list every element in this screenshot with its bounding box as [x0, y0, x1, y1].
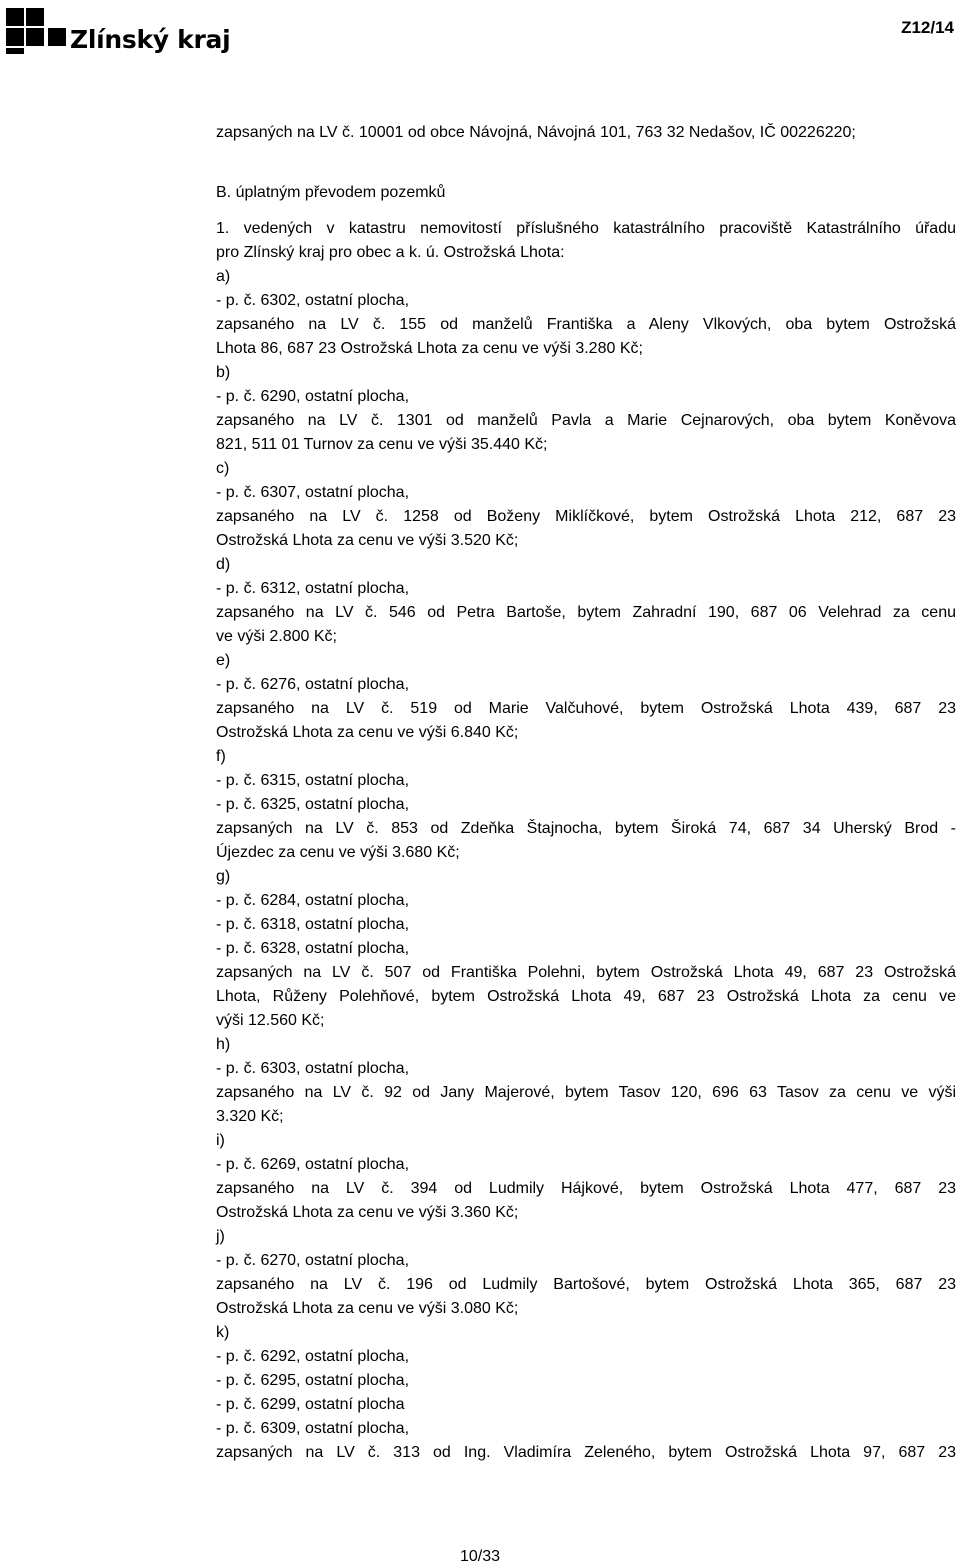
- paragraph-line: zapsaných na LV č. 313 od Ing. Vladimíra Zeleného, bytem Ostrožská Lhota 97, 687 23: [216, 1444, 956, 1461]
- paragraph-line: 3.320 Kč;: [216, 1108, 284, 1125]
- parcel-line: - p. č. 6318, ostatní plocha,: [216, 916, 410, 933]
- parcel-line: - p. č. 6303, ostatní plocha,: [216, 1060, 410, 1077]
- parcel-line: - p. č. 6270, ostatní plocha,: [216, 1252, 410, 1269]
- parcel-line: - p. č. 6290, ostatní plocha,: [216, 388, 410, 405]
- parcel-line: - p. č. 6269, ostatní plocha,: [216, 1156, 410, 1173]
- item-label: g): [216, 868, 231, 885]
- item-label: i): [216, 1132, 225, 1149]
- paragraph-line: Lhota 86, 687 23 Ostrožská Lhota za cenu ve výši 3.280 Kč;: [216, 340, 643, 357]
- paragraph-line: zapsaného na LV č. 546 od Petra Bartoše, bytem Zahradní 190, 687 06 Velehrad za cenu: [216, 604, 956, 621]
- paragraph-line: Ostrožská Lhota za cenu ve výši 3.520 Kč;: [216, 532, 519, 549]
- section-heading: B. úplatným převodem pozemků: [216, 184, 446, 201]
- parcel-line: - p. č. 6292, ostatní plocha,: [216, 1348, 410, 1365]
- item-label: f): [216, 748, 226, 765]
- logo-squares-icon: [6, 8, 68, 54]
- intro-line: zapsaných na LV č. 10001 od obce Návojná, Návojná 101, 763 32 Nedašov, IČ 00226220;: [216, 124, 856, 141]
- paragraph-line: zapsaného na LV č. 1301 od manželů Pavla a Marie Cejnarových, oba bytem Koněvova: [216, 412, 956, 429]
- item-label: c): [216, 460, 230, 477]
- paragraph-line: zapsaných na LV č. 853 od Zdeňka Štajnocha, bytem Široká 74, 687 34 Uherský Brod -: [216, 820, 956, 837]
- parcel-line: - p. č. 6284, ostatní plocha,: [216, 892, 410, 909]
- paragraph-line: zapsaného na LV č. 394 od Ludmily Hájkové, bytem Ostrožská Lhota 477, 687 23: [216, 1180, 956, 1197]
- parcel-line: - p. č. 6276, ostatní plocha,: [216, 676, 410, 693]
- item-label: d): [216, 556, 231, 573]
- paragraph-line: Újezdec za cenu ve výši 3.680 Kč;: [216, 844, 460, 861]
- parcel-line: - p. č. 6328, ostatní plocha,: [216, 940, 410, 957]
- paragraph-line: zapsaného na LV č. 92 od Jany Majerové, bytem Tasov 120, 696 63 Tasov za cenu ve výši: [216, 1084, 956, 1101]
- item-label: b): [216, 364, 231, 381]
- paragraph-line: zapsaného na LV č. 155 od manželů Františka a Aleny Vlkových, oba bytem Ostrožská: [216, 316, 956, 333]
- logo-text: Zlínský kraj: [70, 25, 231, 54]
- item-label: j): [216, 1228, 225, 1245]
- item-label: e): [216, 652, 231, 669]
- paragraph-line: Ostrožská Lhota za cenu ve výši 3.360 Kč;: [216, 1204, 519, 1221]
- zlinsky-kraj-logo: [6, 8, 231, 54]
- item-label: k): [216, 1324, 230, 1341]
- parcel-line: - p. č. 6312, ostatní plocha,: [216, 580, 410, 597]
- paragraph-line: zapsaných na LV č. 507 od Františka Polehni, bytem Ostrožská Lhota 49, 687 23 Ostrožská: [216, 964, 956, 981]
- paragraph-line: 1. vedených v katastru nemovitostí příslušného katastrálního pracoviště Katastrálního úřadu: [216, 220, 956, 237]
- parcel-line: - p. č. 6307, ostatní plocha,: [216, 484, 410, 501]
- item-label: h): [216, 1036, 231, 1053]
- item-label: a): [216, 268, 231, 285]
- parcel-line: - p. č. 6295, ostatní plocha,: [216, 1372, 410, 1389]
- parcel-line: - p. č. 6299, ostatní plocha: [216, 1396, 405, 1413]
- parcel-line: - p. č. 6315, ostatní plocha,: [216, 772, 410, 789]
- document-code: Z12/14: [901, 18, 954, 37]
- paragraph-line: ve výši 2.800 Kč;: [216, 628, 337, 645]
- parcel-line: - p. č. 6302, ostatní plocha,: [216, 292, 410, 309]
- parcel-line: - p. č. 6309, ostatní plocha,: [216, 1420, 410, 1437]
- paragraph-line: výši 12.560 Kč;: [216, 1012, 325, 1029]
- paragraph-line: zapsaného na LV č. 519 od Marie Valčuhové, bytem Ostrožská Lhota 439, 687 23: [216, 700, 956, 717]
- document-body: [216, 121, 956, 1465]
- paragraph-line: zapsaného na LV č. 196 od Ludmily Bartošové, bytem Ostrožská Lhota 365, 687 23: [216, 1276, 956, 1293]
- paragraph-line: Ostrožská Lhota za cenu ve výši 6.840 Kč;: [216, 724, 519, 741]
- page-number: 10/33: [459, 1548, 501, 1565]
- paragraph-line: Ostrožská Lhota za cenu ve výši 3.080 Kč;: [216, 1300, 519, 1317]
- paragraph-line: 821, 511 01 Turnov za cenu ve výši 35.440 Kč;: [216, 436, 548, 453]
- paragraph-line: pro Zlínský kraj pro obec a k. ú. Ostrožská Lhota:: [216, 244, 565, 261]
- parcel-line: - p. č. 6325, ostatní plocha,: [216, 796, 410, 813]
- paragraph-line: Lhota, Růženy Polehňové, bytem Ostrožská Lhota 49, 687 23 Ostrožská Lhota za cenu ve: [216, 988, 956, 1005]
- paragraph-line: zapsaného na LV č. 1258 od Boženy Miklíčkové, bytem Ostrožská Lhota 212, 687 23: [216, 508, 956, 525]
